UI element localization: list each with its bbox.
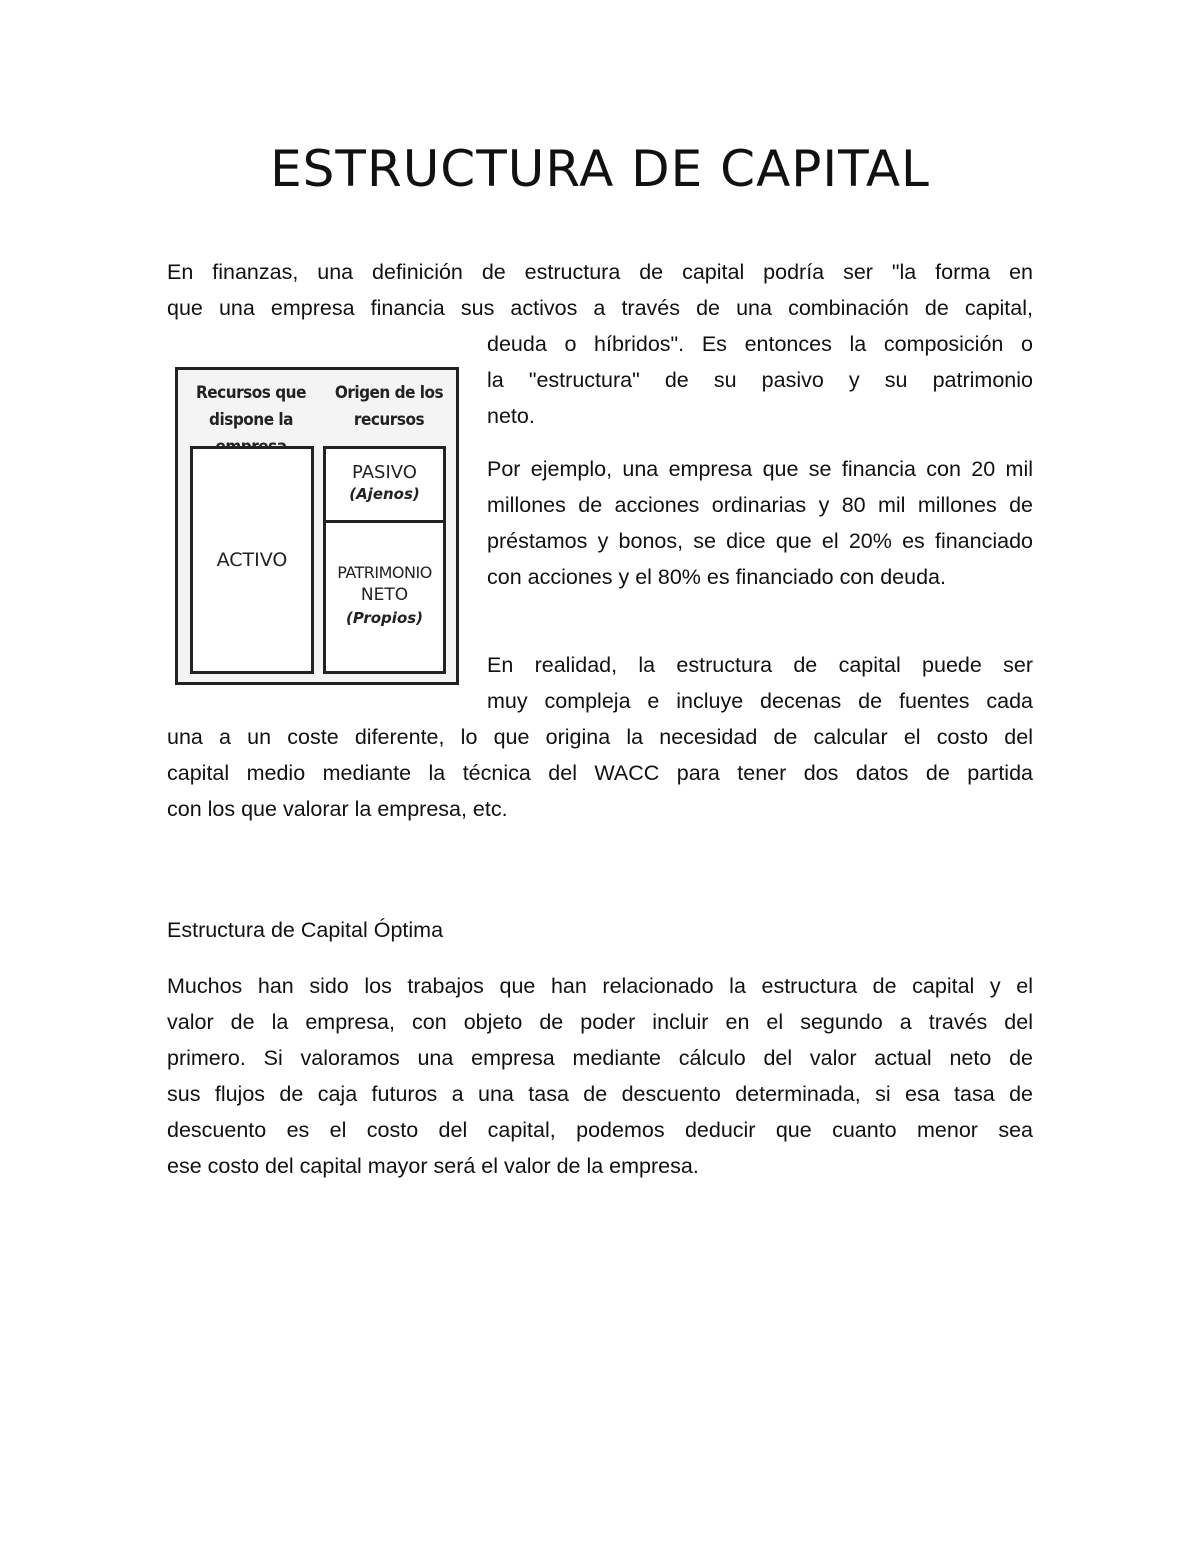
text-line: una a un coste diferente, lo que origina la necesidad de calcular el costo del — [167, 725, 1033, 749]
text-line: deuda o híbridos". Es entonces la composición o — [487, 332, 1033, 356]
text-line: la "estructura" de su pasivo y su patrimonio — [487, 368, 1033, 392]
paragraph-reality — [487, 647, 1033, 719]
text-line: En realidad, la estructura de capital puede ser — [487, 653, 1033, 677]
text-line: primero. Si valoramos una empresa mediante cálculo del valor actual neto de — [167, 1046, 1033, 1070]
text-line: sus flujos de caja futuros a una tasa de descuento determinada, si esa tasa de — [167, 1082, 1033, 1106]
figure-header-left: Recursos que dispone la — [196, 383, 306, 430]
page-title: ESTRUCTURA DE CAPITAL — [270, 140, 930, 198]
pasivo-label: PASIVO — [352, 462, 417, 483]
section-subtitle: Estructura de Capital Óptima — [167, 918, 444, 942]
paragraph-reality-continued — [167, 719, 1033, 827]
example-text: Por ejemplo, una empresa que se financia con 20 mil millones de acciones ordinarias y 80 mil millones de préstamos y bonos, se dice que el 20% es financiado con acciones y el 80% es financiado con deuda. — [487, 457, 1033, 589]
text-line: ese costo del capital mayor será el valor de la empresa. — [167, 1154, 699, 1178]
text-line: descuento es el costo del capital, podemos deducir que cuanto menor sea — [167, 1118, 1033, 1142]
text-line: muy compleja e incluye decenas de fuentes cada — [487, 689, 1033, 713]
activo-label: ACTIVO — [216, 549, 288, 571]
paragraph-definition — [167, 254, 1033, 326]
neto-label: NETO — [360, 585, 409, 605]
balance-sheet-figure — [175, 367, 459, 685]
text-line: con los que valorar la empresa, etc. — [167, 797, 508, 821]
paragraph-example — [487, 451, 1033, 595]
text-line: En finanzas, una definición de estructura de capital podría ser "la forma en — [167, 260, 1033, 284]
patrimonio-label: PATRIMONIO — [337, 563, 432, 582]
paragraph-definition-continued — [487, 326, 1033, 434]
text-line: Muchos han sido los trabajos que han relacionado la estructura de capital y el — [167, 974, 1033, 998]
figure-header-right: Origen de los recursos — [334, 383, 444, 430]
paragraph-optimal — [167, 968, 1033, 1184]
patrimonio-box — [323, 520, 446, 674]
text-line: que una empresa financia sus activos a través de una combinación de capital, — [167, 296, 1033, 320]
patrimonio-sublabel: (Propios) — [345, 609, 424, 627]
pasivo-box — [323, 446, 446, 524]
pasivo-sublabel: (Ajenos) — [349, 485, 420, 503]
activo-box — [190, 446, 314, 674]
text-line: neto. — [487, 404, 535, 428]
text-line: capital medio mediante la técnica del WACC para tener dos datos de partida — [167, 761, 1033, 785]
text-line: valor de la empresa, con objeto de poder incluir en el segundo a través del — [167, 1010, 1033, 1034]
